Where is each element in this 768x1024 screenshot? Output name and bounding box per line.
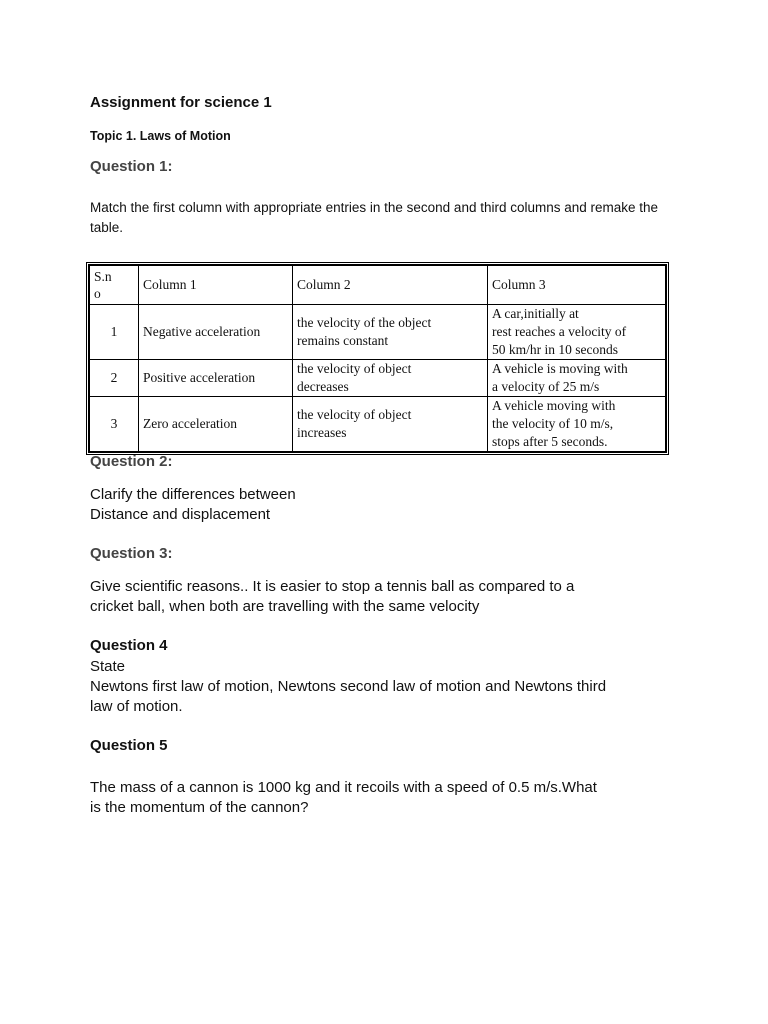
question-5-text: The mass of a cannon is 1000 kg and it recoils with a speed of 0.5 m/s.What is the momentum of the cannon? bbox=[90, 779, 597, 816]
matching-table bbox=[88, 264, 667, 453]
header-column-1: Column 1 bbox=[139, 266, 293, 305]
question-2-text: Clarify the differences between Distance and displacement bbox=[90, 486, 296, 523]
question-1-heading: Question 1: bbox=[90, 158, 173, 175]
row-column-1-cell: Negative acceleration bbox=[139, 305, 293, 360]
question-2-heading: Question 2: bbox=[90, 453, 173, 470]
row-column-3-cell: A vehicle moving with the velocity of 10 m/s, stops after 5 seconds. bbox=[492, 398, 616, 449]
document-title: Assignment for science 1 bbox=[90, 94, 272, 111]
header-column-3: Column 3 bbox=[488, 266, 665, 305]
row-column-2-cell: the velocity of object decreases bbox=[293, 360, 488, 397]
topic-heading: Topic 1. Laws of Motion bbox=[90, 129, 231, 143]
question-1-text: Match the first column with appropriate entries in the second and third columns and remake the table. bbox=[90, 200, 659, 235]
row-column-2-cell: the velocity of the object remains constant bbox=[293, 305, 488, 360]
question-3-heading: Question 3: bbox=[90, 545, 173, 562]
row-column-2-cell: the velocity of object increases bbox=[293, 397, 488, 451]
table-row bbox=[90, 360, 665, 397]
table-header-row bbox=[90, 266, 665, 305]
row-column-1-cell: Zero acceleration bbox=[139, 397, 293, 451]
row-column-3-cell: A car,initially at rest reaches a velocity of 50 km/hr in 10 seconds bbox=[488, 305, 665, 360]
row-serial-number: 1 bbox=[90, 305, 139, 360]
table-row bbox=[90, 397, 665, 451]
question-3-text: Give scientific reasons.. It is easier to stop a tennis ball as compared to a cricket ball, when both are travelling with the same velocity bbox=[90, 578, 575, 615]
question-4-text: State Newtons first law of motion, Newtons second law of motion and Newtons third law of motion. bbox=[90, 658, 607, 715]
question-4-heading: Question 4 bbox=[90, 637, 168, 654]
question-5-heading: Question 5 bbox=[90, 737, 168, 754]
table-row bbox=[90, 305, 665, 360]
header-serial-number: S.n o bbox=[90, 266, 139, 305]
row-column-1-cell: Positive acceleration bbox=[139, 360, 293, 397]
header-column-2: Column 2 bbox=[293, 266, 488, 305]
row-serial-number: 3 bbox=[90, 397, 139, 451]
row-serial-number: 2 bbox=[90, 360, 139, 397]
row-column-3-cell: A vehicle is moving with a velocity of 25 m/s bbox=[488, 360, 665, 397]
